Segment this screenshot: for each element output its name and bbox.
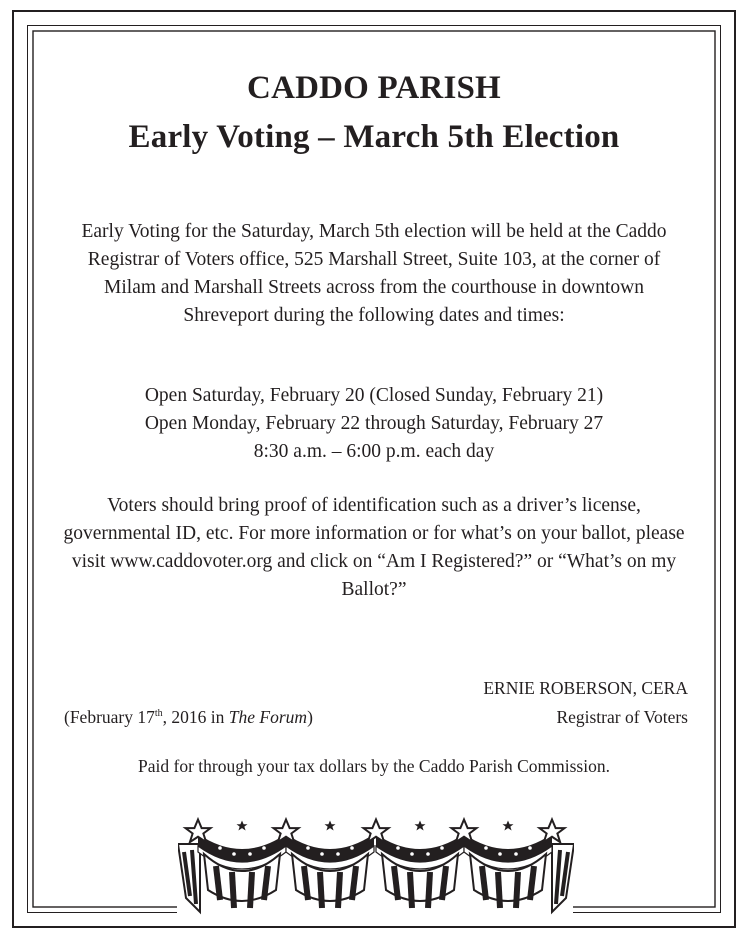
star-icon (237, 821, 248, 831)
star-icon (415, 821, 426, 831)
date-ordinal: th (154, 708, 163, 720)
funding-disclaimer: Paid for through your tax dollars by the Caddo Parish Commission. (138, 756, 610, 776)
star-icon (325, 821, 336, 831)
publication-date: (February 17 (64, 707, 155, 727)
signer-name: ERNIE ROBERSON, CERA (483, 678, 688, 698)
publication-line (64, 707, 313, 728)
newspaper-name: The Forum (228, 707, 308, 727)
publication-close: ) (307, 707, 313, 727)
schedule-line: Open Monday, February 22 through Saturday, February 27 (144, 413, 604, 434)
publication-year: , 2016 in (162, 707, 229, 727)
patriotic-bunting-icon (178, 812, 574, 932)
inner-border (27, 25, 721, 913)
location-paragraph: Early Voting for the Saturday, March 5th election will be held at the Caddo Registrar of Voters office, 525 Marshall Street, Suite 103, at the corner of Milam and Marshall Streets across from the courthouse in downtown Shreveport during the following dates and times: (81, 221, 667, 326)
identification-paragraph: Voters should bring proof of identification such as a driver’s license, governmental ID, etc. For more information or for what’s on your ballot, please visit www.caddovoter.org and click on “Am I Registered?” or “What’s on my Ballot?” (63, 495, 685, 600)
schedule-block (60, 382, 688, 466)
signer-title: Registrar of Voters (556, 707, 688, 727)
schedule-line: Open Saturday, February 20 (Closed Sunday, February 21) (144, 385, 604, 406)
star-icon (503, 821, 514, 831)
notice-subtitle: Early Voting – March 5th Election (128, 119, 620, 155)
schedule-line: 8:30 a.m. – 6:00 p.m. each day (253, 441, 495, 462)
notice-title: CADDO PARISH (247, 70, 501, 106)
